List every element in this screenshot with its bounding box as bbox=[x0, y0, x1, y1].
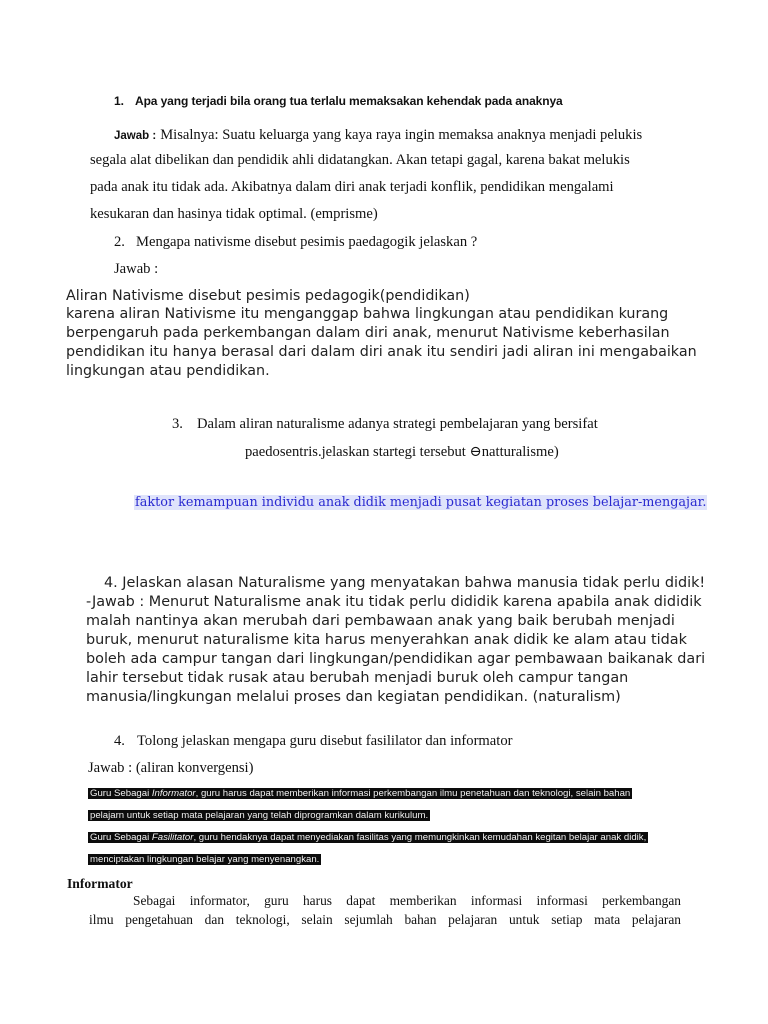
q4b-question: Tolong jelaskan mengapa guru disebut fasililator dan informator bbox=[137, 733, 513, 749]
q3-question-line2: paedosentris.jelaskan startegi tersebut ⊖natturalisme) bbox=[245, 444, 559, 460]
q4a-line: buruk, menurut naturalisme kita harus menyerahkan anak didik ke alam atau tidak bbox=[86, 632, 687, 648]
q4a-line: 4. Jelaskan alasan Naturalisme yang menyatakan bahwa manusia tidak perlu didik! bbox=[104, 575, 706, 591]
q2-answer-line: berpengaruh pada perkembangan dalam diri anak, menurut Nativisme keberhasilan bbox=[66, 325, 670, 341]
q2-number: 2. bbox=[114, 234, 125, 250]
q2-answer-line: karena aliran Nativisme itu menganggap bahwa lingkungan atau pendidikan kurang bbox=[66, 306, 669, 322]
informator-line: Sebagai informator, guru harus dapat memberikan informasi informasi perkembangan bbox=[133, 893, 681, 908]
black-line: pelajarn untuk setiap mata pelajaran yang telah diprogramkan dalam kurikulum. bbox=[90, 810, 429, 821]
q1-answer-label: Jawab : bbox=[114, 130, 157, 142]
q1-answer-line: kesukaran dan hasinya tidak optimal. (emprisme) bbox=[90, 206, 378, 222]
q4a-line: manusia/lingkungan melalui proses dan kegiatan pendidikan. (naturalism) bbox=[86, 689, 621, 705]
q2-answer-line: lingkungan atau pendidikan. bbox=[66, 363, 270, 379]
black-highlight-block bbox=[88, 783, 648, 867]
q4a-line: malah nantinya akan merubah dari pembawaan anak yang baik berubah menjadi bbox=[86, 613, 675, 629]
q2-answer-line: pendidikan itu hanya berasal dari dalam diri anak itu sendiri jadi aliran ini mengabaikan bbox=[66, 344, 697, 360]
q2-answer-line: Aliran Nativisme disebut pesimis pedagogik(pendidikan) bbox=[66, 288, 470, 304]
q1-answer-line bbox=[114, 126, 642, 144]
q4a-line: -Jawab : Menurut Naturalisme anak itu tidak perlu dididik karena apabila anak dididik bbox=[86, 594, 702, 610]
q1-answer-text: Misalnya: Suatu keluarga yang kaya raya ingin memaksa anaknya menjadi pelukis bbox=[160, 127, 643, 143]
q2-answer-label: Jawab : bbox=[114, 261, 159, 277]
informator-heading: Informator bbox=[67, 876, 133, 891]
q1-answer-line: segala alat dibelikan dan pendidik ahli didatangkan. Akan tetapi gagal, karena bakat melukis bbox=[90, 152, 630, 168]
q4a-line: boleh ada campur tangan dari lingkungan/pendidikan agar pembawaan baikanak dari bbox=[86, 651, 706, 667]
black-line: Guru Sebagai Fasilitator, guru hendaknya dapat menyediakan fasilitas yang memungkinkan kemudahan kegitan belajar anak didik, bbox=[90, 832, 647, 843]
q3-number: 3. bbox=[172, 416, 183, 432]
q1-number: 1. bbox=[114, 94, 124, 108]
q4b-number: 4. bbox=[114, 733, 125, 749]
informator-line: ilmu pengetahuan dan teknologi, selain sejumlah bahan pelajaran untuk setiap mata pelajaran bbox=[89, 912, 681, 927]
q2-question: Mengapa nativisme disebut pesimis paedagogik jelaskan ? bbox=[136, 234, 478, 250]
black-line: Guru Sebagai Informator, guru harus dapat memberikan informasi perkembangan ilmu penetahuan dan teknologi, selain bahan bbox=[90, 788, 631, 799]
q1-question: Apa yang terjadi bila orang tua terlalu memaksakan kehendak pada anaknya bbox=[135, 94, 563, 108]
q3-answer-highlight: faktor kemampuan individu anak didik menjadi pusat kegiatan proses belajar-mengajar. bbox=[135, 495, 707, 510]
black-line: menciptakan lingkungan belajar yang menyenangkan. bbox=[90, 854, 320, 865]
q1-answer-line: pada anak itu tidak ada. Akibatnya dalam diri anak terjadi konflik, pendidikan mengalami bbox=[90, 179, 614, 195]
q4a-line: lahir tersebut tidak rusak atau berubah menjadi buruk oleh campur tangan bbox=[86, 670, 629, 686]
q3-question-line1: Dalam aliran naturalisme adanya strategi pembelajaran yang bersifat bbox=[197, 416, 598, 432]
q4b-answer-label: Jawab : (aliran konvergensi) bbox=[88, 760, 254, 776]
